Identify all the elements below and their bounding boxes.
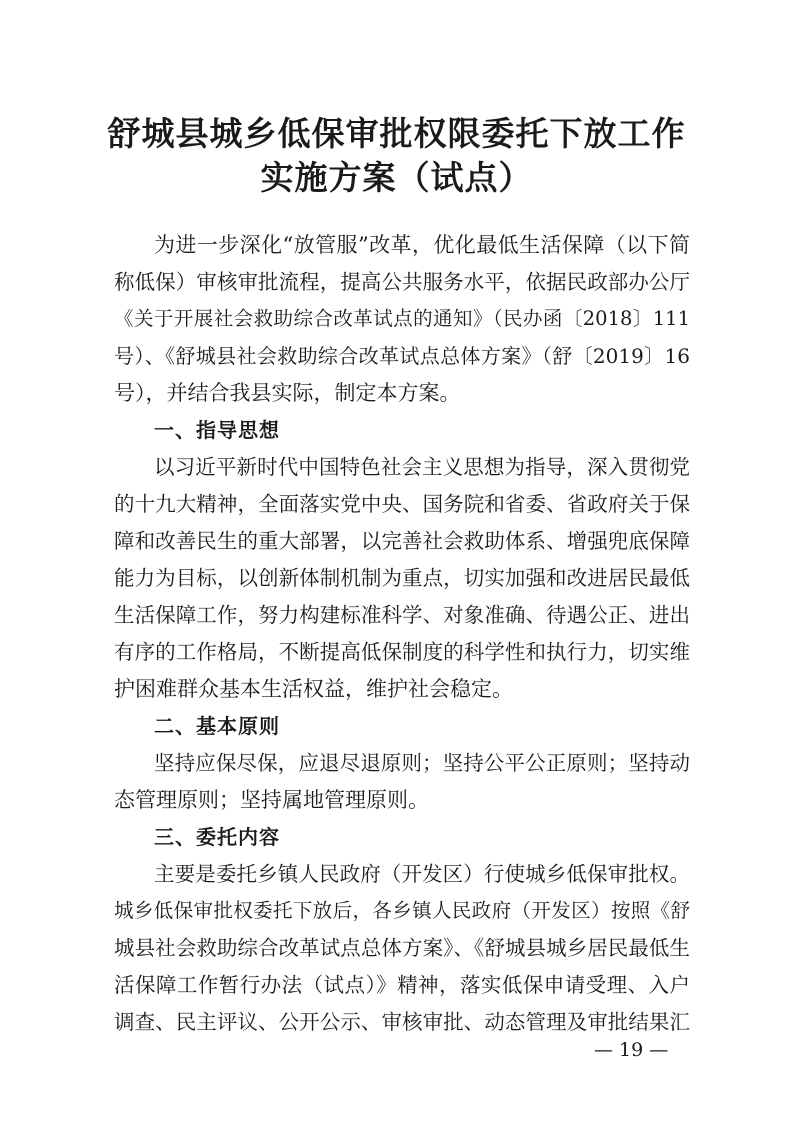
intro-line: 称低保）审核审批流程，提高公共服务水平，依据民政部办公厅	[114, 270, 690, 294]
section-heading-entrusted-content: 三、委托内容	[154, 825, 280, 849]
intro-line: 《关于开展社会救助综合改革试点的通知》（民办函〔2018〕111	[114, 307, 690, 330]
section3-line: 城乡低保审批权委托下放后，各乡镇人民政府（开发区）按照《舒	[114, 899, 690, 922]
section-heading-basic-principles: 二、基本原则	[154, 714, 280, 738]
section1-line: 障和改善民生的重大部署，以完善社会救助体系、增强兜底保障	[114, 529, 690, 553]
section1-line: 有序的工作格局，不断提高低保制度的科学性和执行力，切实维	[114, 640, 690, 664]
section3-line: 主要是委托乡镇人民政府（开发区）行使城乡低保审批权。	[154, 862, 690, 886]
section3-line: 调查、民主评议、公开公示、审核审批、动态管理及审批结果汇	[114, 1010, 690, 1034]
section-heading-guiding-ideology: 一、指导思想	[154, 418, 280, 442]
section3-line: 城县社会救助综合改革试点总体方案》、《舒城县城乡居民最低生	[114, 936, 690, 960]
section1-line: 的十九大精神，全面落实党中央、国务院和省委、省政府关于保	[114, 492, 690, 516]
section1-line: 护困难群众基本生活权益，维护社会稳定。	[114, 677, 513, 701]
document-title-line1: 舒城县城乡低保审批权限委托下放工作	[107, 114, 686, 153]
intro-line: 为进一步深化“放管服”改革，优化最低生活保障（以下简	[154, 233, 690, 257]
intro-line: 号），并结合我县实际，制定本方案。	[114, 381, 461, 405]
section1-line: 生活保障工作，努力构建标准科学、对象准确、待遇公正、进出	[114, 603, 690, 627]
intro-line: 号）、《舒城县社会救助综合改革试点总体方案》（舒〔2019〕16	[114, 344, 690, 368]
section2-line: 态管理原则；坚持属地管理原则。	[114, 788, 429, 812]
section2-line: 坚持应保尽保，应退尽退原则；坚持公平公正原则；坚持动	[154, 751, 690, 775]
page-number: — 19 —	[594, 1039, 669, 1061]
document-title-line2: 实施方案（试点）	[260, 158, 533, 197]
section1-line: 能力为目标，以创新体制机制为重点，切实加强和改进居民最低	[114, 566, 690, 590]
section3-line: 活保障工作暂行办法（试点）》精神，落实低保申请受理、入户	[114, 973, 690, 997]
section1-line: 以习近平新时代中国特色社会主义思想为指导，深入贯彻党	[154, 455, 690, 479]
